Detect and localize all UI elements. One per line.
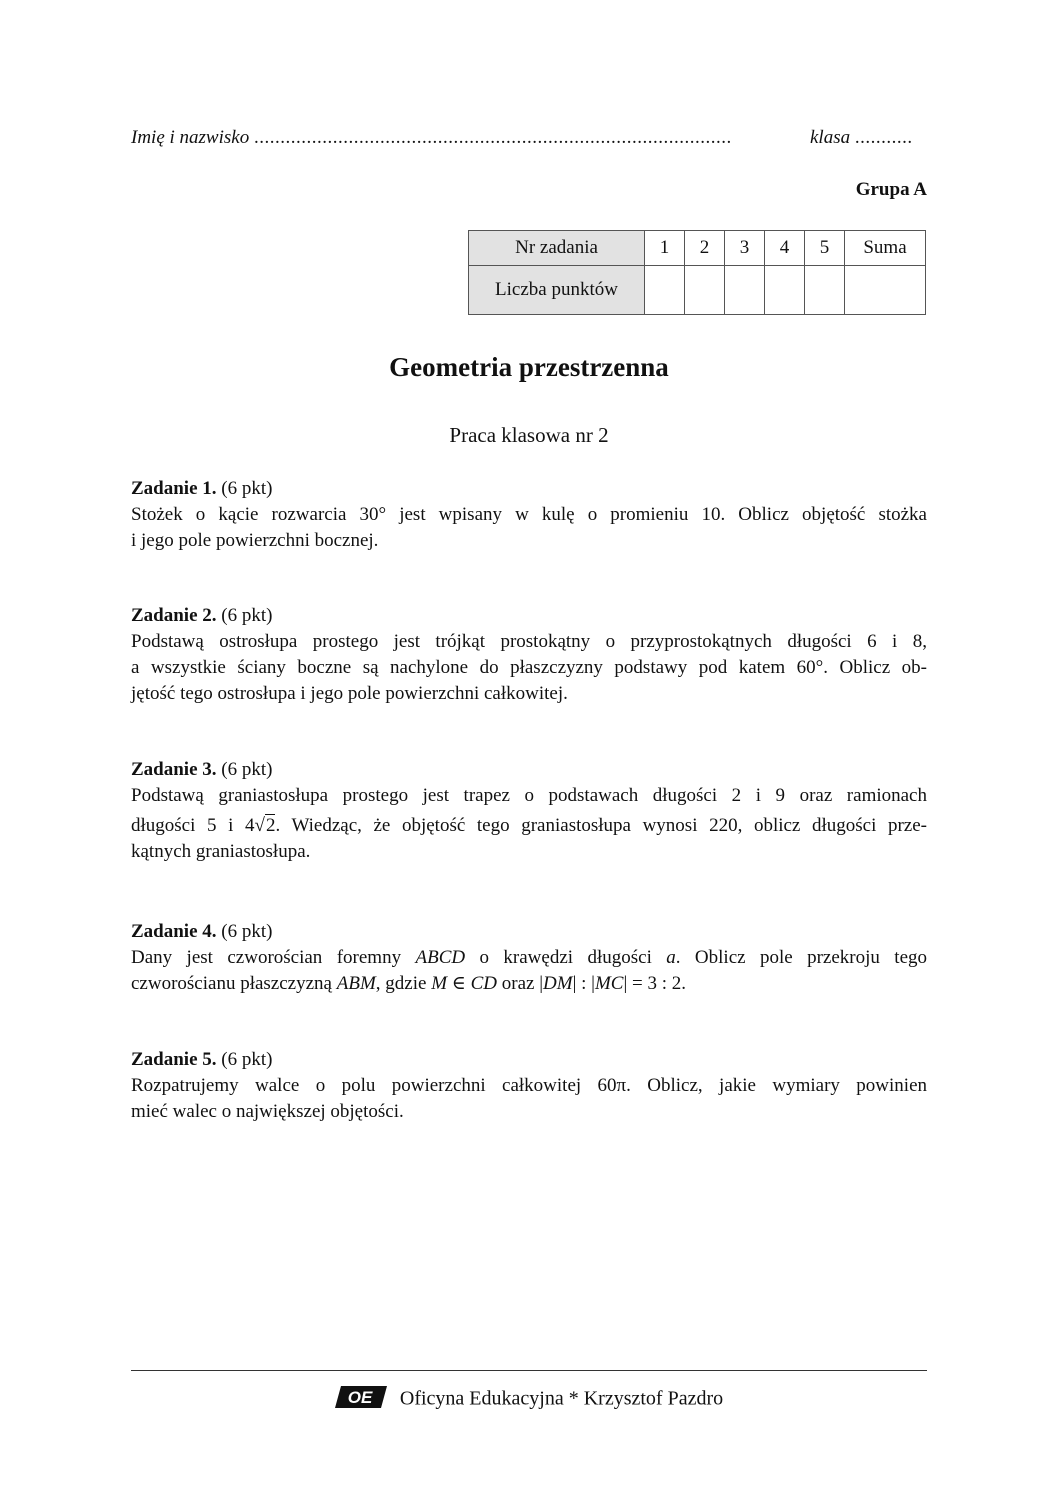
- task-4-text: | = 3 : 2.: [623, 973, 687, 994]
- task-1-line-1: Stożek o kącie rozwarcia 30° jest wpisany w kulę o promieniu 10. Oblicz objętość stożka: [131, 504, 927, 525]
- task-4-math: DM: [543, 973, 573, 994]
- task-2: [131, 603, 927, 707]
- task-5-points: (6 pkt): [221, 1049, 273, 1070]
- task-3-line-2-start: długości 5 i 4: [131, 815, 255, 836]
- footer-divider: [131, 1370, 927, 1371]
- publisher-name: Oficyna Edukacyjna * Krzysztof Pazdro: [399, 1387, 724, 1410]
- publisher-logo-icon: [335, 1384, 389, 1416]
- score-table: [468, 230, 926, 315]
- task-4-text: . Oblicz pole przekroju tego: [675, 947, 928, 968]
- task-3-label: Zadanie 3.: [131, 759, 217, 780]
- task-5: [131, 1047, 927, 1125]
- task-5-heading: [131, 1047, 927, 1073]
- name-field-label: [131, 127, 732, 149]
- task-4-text: Dany jest czworościan foremny: [131, 947, 416, 968]
- task-column-2: 2: [685, 231, 725, 266]
- points-cell-5[interactable]: [805, 266, 845, 315]
- task-column-4: 4: [765, 231, 805, 266]
- task-4-math: ABM: [336, 973, 376, 994]
- name-dotted-line[interactable]: ...........................................................................................: [253, 127, 732, 148]
- square-root-radicand: 2: [265, 815, 276, 836]
- task-3-heading: [131, 757, 927, 783]
- task-2-label: Zadanie 2.: [131, 605, 217, 626]
- score-table-points-row: [469, 266, 926, 315]
- task-1-heading: [131, 476, 927, 502]
- points-cell-1[interactable]: [645, 266, 685, 315]
- task-3-points: (6 pkt): [221, 759, 273, 780]
- task-4-text: oraz |: [497, 973, 543, 994]
- task-4-points: (6 pkt): [221, 921, 273, 942]
- task-1-label: Zadanie 1.: [131, 478, 217, 499]
- points-cell-2[interactable]: [685, 266, 725, 315]
- task-4-text: czworościanu płaszczyzną: [131, 973, 337, 994]
- task-4-line-2: [131, 971, 927, 997]
- group-label: Grupa A: [855, 179, 927, 200]
- points-row-header: Liczba punktów: [469, 266, 645, 315]
- points-cell-3[interactable]: [725, 266, 765, 315]
- name-label: Imię i nazwisko: [131, 127, 250, 148]
- element-of-icon: ∈: [447, 973, 471, 994]
- task-3-line-3: kątnych graniastosłupa.: [131, 841, 311, 862]
- task-column-1: 1: [645, 231, 685, 266]
- task-1-line-2: i jego pole powierzchni bocznej.: [131, 530, 379, 551]
- task-2-line-1: Podstawą ostrosłupa prostego jest trójkąt prostokątny o przyprostokątnych długości 6 i 8,: [131, 631, 927, 652]
- class-field-label: [810, 127, 913, 149]
- task-4-line-1: [131, 945, 927, 971]
- task-number-header: Nr zadania: [469, 231, 645, 266]
- task-4-heading: [131, 919, 927, 945]
- publisher-logo-text: OE: [347, 1388, 373, 1407]
- task-4-text: | : |: [572, 973, 595, 994]
- task-3-line-1: Podstawą graniastosłupa prostego jest trapez o podstawach długości 2 i 9 oraz ramionach: [131, 785, 927, 806]
- task-4-math: CD: [470, 973, 497, 994]
- task-3-line-2: [131, 813, 927, 839]
- page-title: Geometria przestrzenna: [389, 352, 669, 382]
- page-subtitle: Praca klasowa nr 2: [449, 423, 609, 447]
- task-4-math: ABCD: [415, 947, 466, 968]
- points-cell-4[interactable]: [765, 266, 805, 315]
- task-1-points: (6 pkt): [221, 478, 273, 499]
- sum-column: Suma: [845, 231, 926, 266]
- task-5-line-2: mieć walec o największej objętości.: [131, 1101, 404, 1122]
- task-2-line-3: jętość tego ostrosłupa i jego pole powierzchni całkowitej.: [131, 683, 568, 704]
- task-4-math: MC: [594, 973, 624, 994]
- task-4-math: M: [431, 973, 448, 994]
- task-4-text: , gdzie: [375, 973, 432, 994]
- task-4-label: Zadanie 4.: [131, 921, 217, 942]
- task-4: [131, 919, 927, 997]
- score-table-header-row: [469, 231, 926, 266]
- task-4-text: o krawędzi długości: [465, 947, 667, 968]
- task-column-3: 3: [725, 231, 765, 266]
- task-column-5: 5: [805, 231, 845, 266]
- task-1: [131, 476, 927, 554]
- task-3-line-2-end: . Wiedząc, że objętość tego graniastosłupa wynosi 220, oblicz długości prze-: [275, 815, 927, 836]
- points-cell-sum[interactable]: [845, 266, 926, 315]
- class-dotted-line[interactable]: ...........: [854, 127, 913, 148]
- footer: [0, 1384, 1058, 1416]
- class-label: klasa: [810, 127, 851, 148]
- square-root-icon: √2: [254, 815, 276, 836]
- task-3: [131, 757, 927, 865]
- task-2-line-2: a wszystkie ściany boczne są nachylone do płaszczyzny podstawy pod katem 60°. Oblicz ob-: [131, 657, 927, 678]
- task-4-math: a: [666, 947, 676, 968]
- task-2-heading: [131, 603, 927, 629]
- task-2-points: (6 pkt): [221, 605, 273, 626]
- task-5-line-1: Rozpatrujemy walce o polu powierzchni całkowitej 60π. Oblicz, jakie wymiary powinien: [131, 1075, 927, 1096]
- task-5-label: Zadanie 5.: [131, 1049, 217, 1070]
